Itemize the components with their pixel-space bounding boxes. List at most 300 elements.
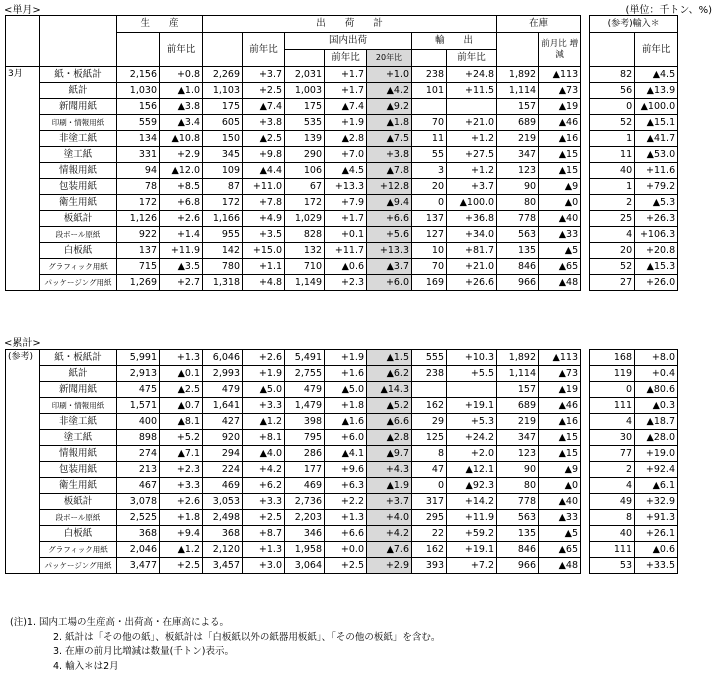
value-cell: +7.0	[325, 147, 367, 163]
gap-cell	[581, 494, 590, 510]
value-cell: 11	[412, 131, 447, 147]
value-cell: ▲5.2	[367, 398, 412, 414]
value-cell: 780	[203, 259, 243, 275]
value-cell: 559	[117, 115, 160, 131]
value-cell: 479	[203, 382, 243, 398]
value-cell: ▲7.4	[243, 99, 285, 115]
value-cell: ▲6.6	[367, 414, 412, 430]
value-cell: ▲10.8	[160, 131, 203, 147]
value-cell: 689	[497, 115, 539, 131]
item-name: パッケージング用紙	[40, 275, 117, 291]
value-cell: +0.0	[325, 542, 367, 558]
value-cell: 70	[412, 259, 447, 275]
value-cell: 80	[497, 478, 539, 494]
value-cell: 135	[497, 526, 539, 542]
value-cell: 2,120	[203, 542, 243, 558]
value-cell: +1.8	[160, 510, 203, 526]
period-cell: 3月	[6, 67, 40, 291]
header-inventory: 在庫	[497, 16, 581, 33]
value-cell: +3.0	[243, 558, 285, 574]
header-shipments: 出 荷 計	[203, 16, 497, 33]
value-cell: 368	[117, 526, 160, 542]
gap-cell	[581, 430, 590, 446]
gap-cell	[581, 366, 590, 382]
value-cell: +3.7	[243, 67, 285, 83]
value-cell: +3.7	[447, 179, 497, 195]
value-cell: +1.9	[325, 115, 367, 131]
import-cell: 4	[590, 227, 635, 243]
value-cell: 535	[285, 115, 325, 131]
import-cell: +26.1	[635, 526, 678, 542]
value-cell: 156	[117, 99, 160, 115]
table-row	[6, 398, 678, 414]
value-cell: +19.1	[447, 542, 497, 558]
value-cell: +14.2	[447, 494, 497, 510]
import-cell: ▲15.3	[635, 259, 678, 275]
header-yoy: 前年比	[243, 33, 285, 67]
gap-cell	[581, 350, 590, 366]
import-cell: 11	[590, 147, 635, 163]
gap-cell	[581, 542, 590, 558]
gap-cell	[581, 558, 590, 574]
value-cell: 2,046	[117, 542, 160, 558]
value-cell: ▲9.7	[367, 446, 412, 462]
monthly-table	[5, 15, 678, 291]
value-cell	[447, 99, 497, 115]
value-cell: 778	[497, 494, 539, 510]
value-cell: +0.1	[325, 227, 367, 243]
item-name: 衛生用紙	[40, 478, 117, 494]
item-name: 非塗工紙	[40, 414, 117, 430]
value-cell: +11.9	[447, 510, 497, 526]
value-cell: 920	[203, 430, 243, 446]
table-row	[6, 259, 678, 275]
value-cell: ▲92.3	[447, 478, 497, 494]
gap-cell	[581, 179, 590, 195]
value-cell: 398	[285, 414, 325, 430]
value-cell: ▲48	[539, 275, 581, 291]
import-cell: ▲5.3	[635, 195, 678, 211]
value-cell: 286	[285, 446, 325, 462]
value-cell: +4.2	[243, 462, 285, 478]
blank-cell	[590, 33, 635, 67]
value-cell: +1.0	[367, 67, 412, 83]
value-cell: ▲4.2	[367, 83, 412, 99]
value-cell: ▲5.0	[325, 382, 367, 398]
value-cell: +4.3	[367, 462, 412, 478]
value-cell: ▲7.5	[367, 131, 412, 147]
value-cell: +21.0	[447, 115, 497, 131]
import-cell: 4	[590, 414, 635, 430]
value-cell: 317	[412, 494, 447, 510]
header-yoy: 前年比	[447, 50, 497, 67]
value-cell: 1,892	[497, 350, 539, 366]
value-cell: ▲65	[539, 259, 581, 275]
value-cell: ▲3.5	[160, 259, 203, 275]
value-cell: ▲0.6	[325, 259, 367, 275]
value-cell: 123	[497, 446, 539, 462]
value-cell: +9.4	[160, 526, 203, 542]
value-cell: 2,269	[203, 67, 243, 83]
value-cell: +2.6	[160, 494, 203, 510]
value-cell: 3,477	[117, 558, 160, 574]
import-cell: 2	[590, 462, 635, 478]
value-cell: ▲6.2	[367, 366, 412, 382]
value-cell: 2,203	[285, 510, 325, 526]
value-cell: +1.7	[325, 211, 367, 227]
value-cell: 78	[117, 179, 160, 195]
import-cell: +91.3	[635, 510, 678, 526]
value-cell: +27.5	[447, 147, 497, 163]
value-cell: +5.3	[447, 414, 497, 430]
value-cell: 1,641	[203, 398, 243, 414]
value-cell: 5,491	[285, 350, 325, 366]
gap-cell	[581, 510, 590, 526]
item-name: 情報用紙	[40, 446, 117, 462]
value-cell: +8.7	[243, 526, 285, 542]
value-cell: +1.1	[243, 259, 285, 275]
value-cell: 368	[203, 526, 243, 542]
gap-cell	[581, 462, 590, 478]
value-cell: 2,498	[203, 510, 243, 526]
import-cell: +106.3	[635, 227, 678, 243]
value-cell: 467	[117, 478, 160, 494]
header-import: (参考)輸入＊	[590, 16, 678, 33]
value-cell: +4.0	[367, 510, 412, 526]
value-cell: 3,053	[203, 494, 243, 510]
header-domestic: 国内出荷	[285, 33, 412, 50]
value-cell: +3.8	[367, 147, 412, 163]
gap-cell	[581, 478, 590, 494]
value-cell: ▲3.7	[367, 259, 412, 275]
value-cell: 347	[497, 147, 539, 163]
value-cell: 238	[412, 67, 447, 83]
item-name: グラフィック用紙	[40, 542, 117, 558]
value-cell: +2.0	[447, 446, 497, 462]
value-cell: ▲0.7	[160, 398, 203, 414]
import-cell: 111	[590, 398, 635, 414]
value-cell: ▲113	[539, 350, 581, 366]
value-cell: 127	[412, 227, 447, 243]
gap-cell	[581, 163, 590, 179]
value-cell: 125	[412, 430, 447, 446]
footnote-1: (注)1. 国内工場の生産高・出荷高・在庫高による。	[10, 617, 229, 628]
gap-cell	[581, 259, 590, 275]
import-cell: +33.5	[635, 558, 678, 574]
table-row	[6, 147, 678, 163]
value-cell: 177	[285, 462, 325, 478]
value-cell: ▲1.2	[160, 542, 203, 558]
value-cell: ▲3.8	[160, 99, 203, 115]
value-cell: 290	[285, 147, 325, 163]
gap-cell	[581, 243, 590, 259]
value-cell: +3.3	[243, 494, 285, 510]
value-cell: ▲100.0	[447, 195, 497, 211]
value-cell: 3	[412, 163, 447, 179]
import-cell: 2	[590, 195, 635, 211]
value-cell: +8.1	[243, 430, 285, 446]
value-cell: 142	[203, 243, 243, 259]
value-cell: +7.2	[447, 558, 497, 574]
value-cell	[447, 382, 497, 398]
table-row	[6, 163, 678, 179]
value-cell: +0.8	[160, 67, 203, 83]
blank-cell	[285, 50, 325, 67]
import-cell: ▲80.6	[635, 382, 678, 398]
import-cell: 168	[590, 350, 635, 366]
value-cell: 20	[412, 179, 447, 195]
table-row	[6, 446, 678, 462]
value-cell: 922	[117, 227, 160, 243]
gap-cell	[581, 147, 590, 163]
item-name: 塗工紙	[40, 147, 117, 163]
value-cell: +11.9	[160, 243, 203, 259]
value-cell: +3.7	[367, 494, 412, 510]
value-cell: +2.5	[243, 83, 285, 99]
import-cell: 1	[590, 179, 635, 195]
value-cell: ▲4.5	[325, 163, 367, 179]
header-ratio20: 20年比	[367, 50, 412, 67]
value-cell: 1,269	[117, 275, 160, 291]
import-cell: 8	[590, 510, 635, 526]
value-cell: +3.3	[243, 398, 285, 414]
import-cell: ▲15.1	[635, 115, 678, 131]
value-cell: ▲5	[539, 526, 581, 542]
value-cell: +1.9	[243, 366, 285, 382]
value-cell: 169	[412, 275, 447, 291]
header-yoy: 前年比	[160, 33, 203, 67]
import-cell: +11.6	[635, 163, 678, 179]
value-cell: +1.3	[160, 350, 203, 366]
value-cell: 137	[412, 211, 447, 227]
value-cell: 3,064	[285, 558, 325, 574]
item-name: 塗工紙	[40, 430, 117, 446]
header-yoy: 前年比	[635, 33, 678, 67]
value-cell: ▲2.8	[325, 131, 367, 147]
value-cell: 2,755	[285, 366, 325, 382]
value-cell: +1.2	[447, 163, 497, 179]
import-cell: ▲6.1	[635, 478, 678, 494]
table-row	[6, 275, 678, 291]
value-cell: 150	[203, 131, 243, 147]
value-cell: 2,525	[117, 510, 160, 526]
value-cell: +2.5	[243, 510, 285, 526]
value-cell: 469	[203, 478, 243, 494]
gap-cell	[581, 195, 590, 211]
footnote-3: 3. 在庫の前月比増減は数量(千トン)表示。	[53, 646, 234, 657]
value-cell: +5.5	[447, 366, 497, 382]
value-cell: 346	[285, 526, 325, 542]
value-cell: +2.5	[325, 558, 367, 574]
value-cell: 55	[412, 147, 447, 163]
item-name: 白板紙	[40, 526, 117, 542]
value-cell: +6.6	[367, 211, 412, 227]
value-cell: +1.6	[325, 366, 367, 382]
value-cell: +5.6	[367, 227, 412, 243]
value-cell: 172	[117, 195, 160, 211]
item-name: 衛生用紙	[40, 195, 117, 211]
value-cell: +6.6	[325, 526, 367, 542]
value-cell: +36.8	[447, 211, 497, 227]
cumulative-label: <累計>	[4, 338, 41, 349]
value-cell: 94	[117, 163, 160, 179]
table-row	[6, 131, 678, 147]
item-name: 紙・板紙計	[40, 67, 117, 83]
table-row	[6, 115, 678, 131]
import-cell: 119	[590, 366, 635, 382]
blank-cell	[117, 33, 160, 67]
gap-cell	[581, 131, 590, 147]
value-cell: +1.9	[325, 350, 367, 366]
import-cell: +0.4	[635, 366, 678, 382]
value-cell: +8.5	[160, 179, 203, 195]
value-cell: +2.6	[160, 211, 203, 227]
unit-label: (単位：千トン、%)	[625, 5, 712, 16]
value-cell: 475	[117, 382, 160, 398]
value-cell: 1,003	[285, 83, 325, 99]
value-cell: 898	[117, 430, 160, 446]
import-cell: +79.2	[635, 179, 678, 195]
value-cell: ▲1.9	[367, 478, 412, 494]
value-cell: +2.2	[325, 494, 367, 510]
value-cell: +1.8	[325, 398, 367, 414]
value-cell: 2,913	[117, 366, 160, 382]
value-cell: +3.3	[160, 478, 203, 494]
table-row	[6, 67, 678, 83]
value-cell: 1,030	[117, 83, 160, 99]
value-cell: 846	[497, 542, 539, 558]
value-cell: 224	[203, 462, 243, 478]
import-cell: 20	[590, 243, 635, 259]
gap-cell	[581, 275, 590, 291]
value-cell: 162	[412, 542, 447, 558]
value-cell: +34.0	[447, 227, 497, 243]
gap-cell	[581, 115, 590, 131]
value-cell: ▲8.1	[160, 414, 203, 430]
gap-cell	[581, 446, 590, 462]
value-cell: 175	[285, 99, 325, 115]
value-cell: +2.3	[325, 275, 367, 291]
value-cell: ▲15	[539, 147, 581, 163]
header-production: 生 産	[117, 16, 203, 33]
value-cell: ▲73	[539, 83, 581, 99]
gap-cell	[581, 227, 590, 243]
value-cell: +2.6	[243, 350, 285, 366]
value-cell: 0	[412, 195, 447, 211]
import-cell: 77	[590, 446, 635, 462]
table-row	[6, 350, 678, 366]
value-cell: 80	[497, 195, 539, 211]
item-name: グラフィック用紙	[40, 259, 117, 275]
value-cell: 172	[203, 195, 243, 211]
gap-cell	[581, 99, 590, 115]
item-name: 板紙計	[40, 494, 117, 510]
value-cell: 172	[285, 195, 325, 211]
value-cell: ▲65	[539, 542, 581, 558]
import-cell: 52	[590, 115, 635, 131]
value-cell: 2,031	[285, 67, 325, 83]
value-cell: 274	[117, 446, 160, 462]
item-name: 紙・板紙計	[40, 350, 117, 366]
table-row	[6, 462, 678, 478]
value-cell: ▲46	[539, 398, 581, 414]
value-cell: 1,892	[497, 67, 539, 83]
value-cell: 90	[497, 179, 539, 195]
import-cell: +26.3	[635, 211, 678, 227]
value-cell: 563	[497, 510, 539, 526]
value-cell: 238	[412, 366, 447, 382]
value-cell: ▲113	[539, 67, 581, 83]
import-cell: 30	[590, 430, 635, 446]
value-cell: +11.0	[243, 179, 285, 195]
item-name: 情報用紙	[40, 163, 117, 179]
gap-cell	[581, 83, 590, 99]
value-cell: +6.0	[367, 275, 412, 291]
value-cell: 966	[497, 275, 539, 291]
import-cell: 4	[590, 478, 635, 494]
value-cell: ▲4.4	[243, 163, 285, 179]
value-cell: +4.8	[243, 275, 285, 291]
value-cell: +7.9	[325, 195, 367, 211]
table-row	[6, 414, 678, 430]
value-cell: +9.6	[325, 462, 367, 478]
table-row	[6, 478, 678, 494]
item-name: 非塗工紙	[40, 131, 117, 147]
value-cell: ▲9.4	[367, 195, 412, 211]
item-name: 包装用紙	[40, 462, 117, 478]
value-cell: 22	[412, 526, 447, 542]
table-row	[6, 526, 678, 542]
value-cell: 162	[412, 398, 447, 414]
import-cell: 49	[590, 494, 635, 510]
value-cell: 846	[497, 259, 539, 275]
value-cell: ▲4.1	[325, 446, 367, 462]
import-cell: ▲41.7	[635, 131, 678, 147]
value-cell: 795	[285, 430, 325, 446]
value-cell: 134	[117, 131, 160, 147]
value-cell: ▲7.1	[160, 446, 203, 462]
value-cell: 0	[412, 478, 447, 494]
value-cell: ▲1.0	[160, 83, 203, 99]
value-cell: ▲1.8	[367, 115, 412, 131]
value-cell: 67	[285, 179, 325, 195]
value-cell: 1,571	[117, 398, 160, 414]
value-cell: 427	[203, 414, 243, 430]
gap-cell	[581, 16, 590, 67]
value-cell: 106	[285, 163, 325, 179]
value-cell: ▲5.0	[243, 382, 285, 398]
value-cell: ▲48	[539, 558, 581, 574]
import-cell: +32.9	[635, 494, 678, 510]
import-cell: +26.0	[635, 275, 678, 291]
table-row	[6, 542, 678, 558]
table-row	[6, 366, 678, 382]
value-cell: 1,114	[497, 366, 539, 382]
value-cell: 1,126	[117, 211, 160, 227]
value-cell: +15.0	[243, 243, 285, 259]
import-cell: ▲18.7	[635, 414, 678, 430]
import-cell: ▲53.0	[635, 147, 678, 163]
value-cell: +81.7	[447, 243, 497, 259]
value-cell: 1,029	[285, 211, 325, 227]
import-cell: ▲28.0	[635, 430, 678, 446]
import-cell: +19.0	[635, 446, 678, 462]
value-cell: +2.3	[160, 462, 203, 478]
value-cell: +3.8	[243, 115, 285, 131]
value-cell: +2.9	[160, 147, 203, 163]
value-cell: ▲15	[539, 430, 581, 446]
import-cell: 0	[590, 382, 635, 398]
